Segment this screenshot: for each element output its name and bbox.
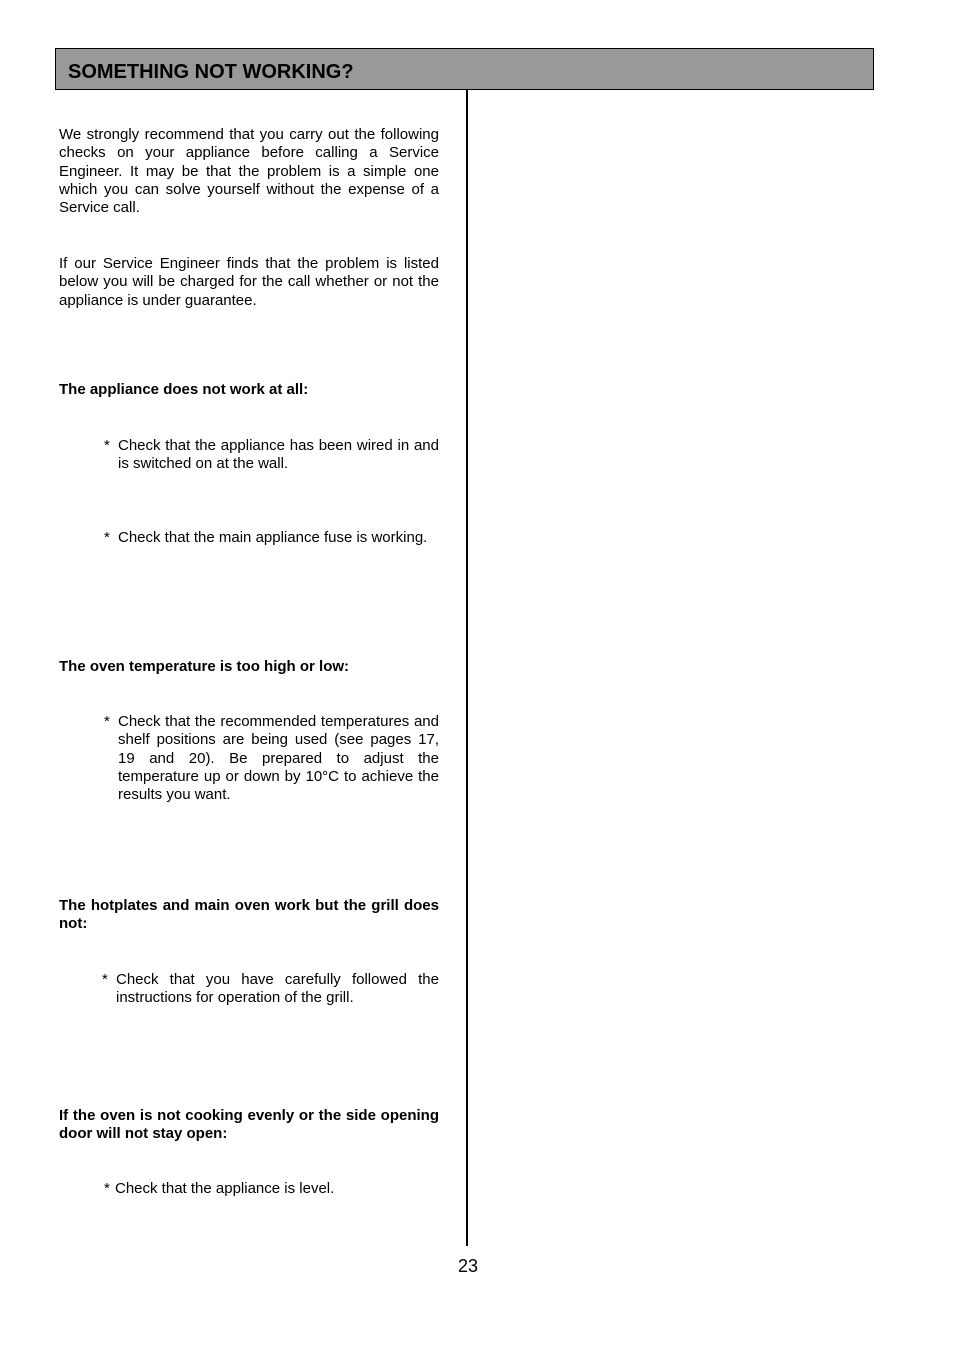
intro-paragraph: We strongly recommend that you carry out the following checks on your appliance before calling a Service Engineer. It may be that the problem is a simple one which you can solve yourself without the expense of a Service call. [59, 126, 439, 217]
check-item [104, 713, 439, 804]
bullet-marker: * [104, 713, 110, 730]
bullet-marker: * [104, 437, 110, 454]
check-text: Check that the appliance has been wired in and is switched on at the wall. [118, 437, 439, 473]
check-text: Check that you have carefully followed the instructions for operation of the grill. [116, 971, 439, 1007]
check-text: Check that the main appliance fuse is working. [118, 529, 428, 546]
problem-heading: The appliance does not work at all: [59, 381, 309, 398]
section-title: SOMETHING NOT WORKING? [68, 61, 354, 83]
check-item [102, 971, 439, 1008]
check-item [104, 1180, 439, 1198]
check-item [104, 437, 439, 474]
bullet-marker: * [104, 529, 110, 546]
check-text: Check that the recommended temperatures and shelf positions are being used (see pages 17, 19 and 20). Be prepared to adjust the temperature up or down by 10°C to achieve the results you want. [118, 713, 439, 804]
column-divider [466, 90, 468, 1246]
section-header [55, 48, 874, 90]
intro-paragraph: If our Service Engineer finds that the problem is listed below you will be charged for the call whether or not the appliance is under guarantee. [59, 255, 439, 309]
problem-heading: If the oven is not cooking evenly or the side opening door will not stay open: [59, 1107, 439, 1143]
bullet-marker: * [104, 1180, 110, 1197]
check-text: Check that the appliance is level. [115, 1180, 335, 1197]
problem-heading: The oven temperature is too high or low: [59, 658, 350, 675]
check-item [104, 529, 439, 547]
bullet-marker: * [102, 971, 108, 988]
problem-heading: The hotplates and main oven work but the grill does not: [59, 897, 439, 933]
page-number: 23 [457, 1256, 479, 1276]
